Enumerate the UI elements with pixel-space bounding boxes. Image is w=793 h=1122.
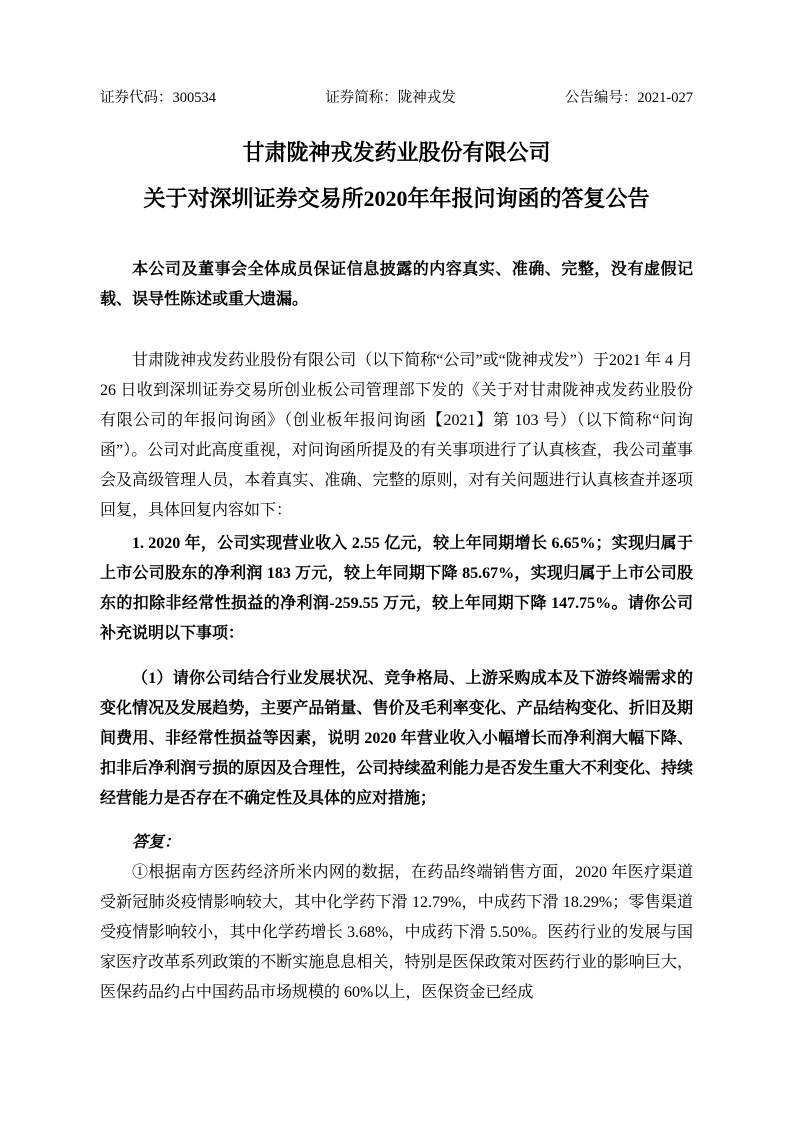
question-1-paragraph: 1. 2020 年，公司实现营业收入 2.55 亿元，较上年同期增长 6.65%；实现归属于上市公司股东的净利润 183 万元，较上年同期下降 85.67%，实现归属于上市公司股东的扣除非经常性损益的净利润-259.55 万元，较上年同期下降 147.75%。请你公司补充说明以下事项： (100, 535, 693, 642)
stock-abbr: 证券简称：陇神戎发 (325, 90, 456, 106)
announcement-number: 公告编号：2021-027 (564, 90, 693, 106)
intro-paragraph: 甘肃陇神戎发药业股份有限公司（以下简称“公司”或“陇神戎发”）于2021 年 4 月 26 日收到深圳证券交易所创业板公司管理部下发的《关于对甘肃陇神戎发药业股份有限公司的年报问询函》（创业板年报问询函【2021】第 103 号）（以下简称“问询函”）。公司对此高度重视，对问询函所提及的有关事项进行了认真核查，我公司董事会及高级管理人员，本着真实、准确、完整的原则，对有关问题进行认真核查并逐项回复，具体回复内容如下： (100, 352, 693, 519)
stock-code: 证券代码：300534 (100, 90, 216, 106)
disclosure-statement: 本公司及董事会全体成员保证信息披露的内容真实、准确、完整，没有虚假记载、误导性陈述或重大遗漏。 (100, 261, 693, 308)
question-1-sub1-paragraph: （1）请你公司结合行业发展状况、竞争格局、上游采购成本及下游终端需求的变化情况及发展趋势，主要产品销量、售价及毛利率变化、产品结构变化、折旧及期间费用、非经常性损益等因素，说明 2020 年营业收入小幅增长而净利润大幅下降、扣非后净利润亏损的原因及合理性，公司持续盈利能力是否发生重大不利变化、持续经营能力是否存在不确定性及具体的应对措施； (100, 670, 693, 807)
reply-label: 答复： (132, 834, 181, 851)
company-name-title: 甘肃陇神戎发药业股份有限公司 (242, 140, 551, 165)
reply-1-paragraph: ①根据南方医药经济所米内网的数据，在药品终端销售方面，2020 年医疗渠道受新冠肺炎疫情影响较大，其中化学药下滑 12.79%，中成药下滑 18.29%；零售渠道受疫情影响较小，其中化学药增长 3.68%，中成药下滑 5.50%。医药行业的发展与国家医疗改革系列政策的不断实施息息相关，特别是医保政策对医药行业的影响巨大，医保药品约占中国药品市场规模的 60%以上，医保资金已经成 (100, 864, 693, 1001)
document-header (100, 88, 693, 108)
announcement-title: 关于对深圳证券交易所2020年年报问询函的答复公告 (143, 186, 650, 211)
